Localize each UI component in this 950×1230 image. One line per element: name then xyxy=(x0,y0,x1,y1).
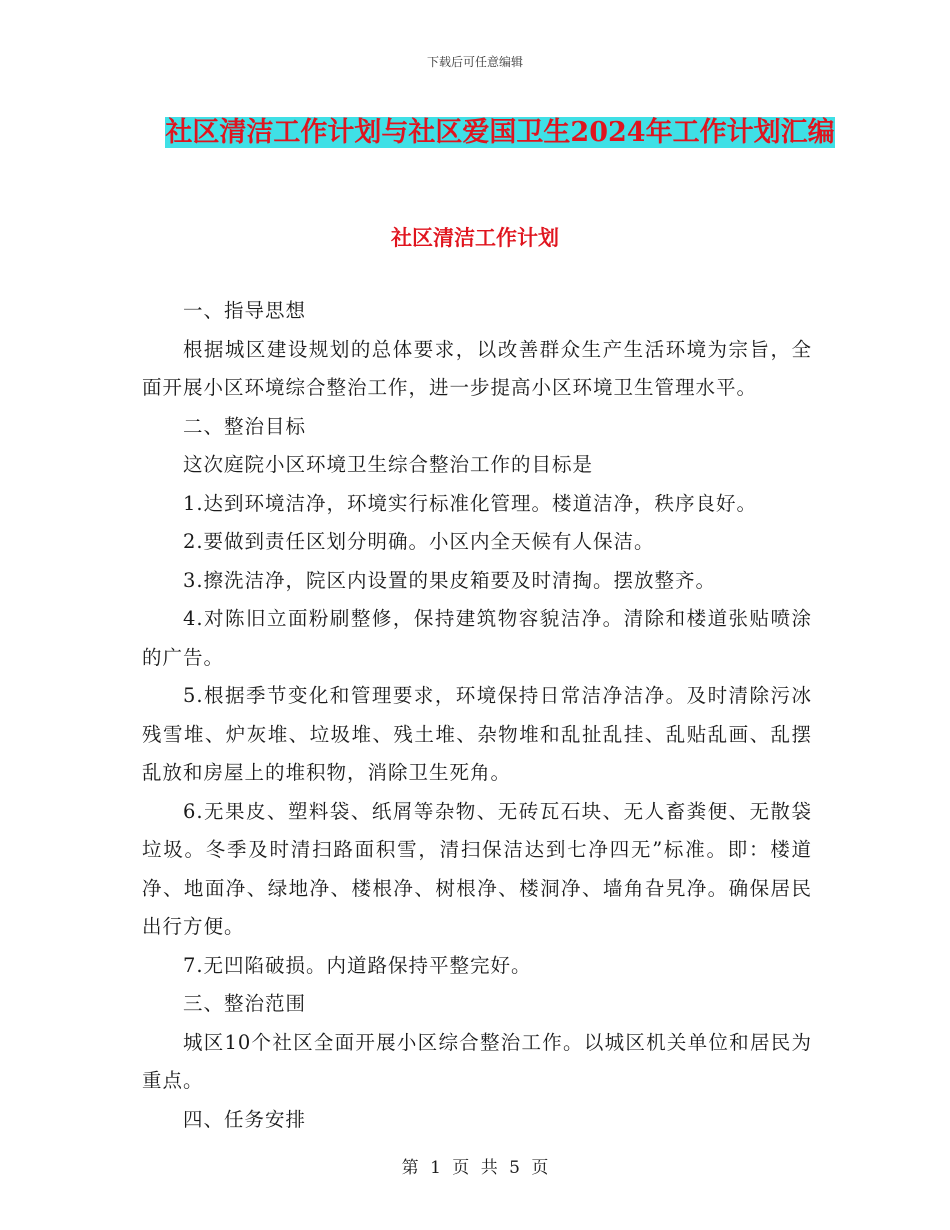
heading-guiding-ideology: 一、指导思想 xyxy=(182,299,306,322)
list-item: 6.无果皮、塑料袋、纸屑等杂物、无砖瓦石块、无人畜粪便、无散袋垃圾。冬季及时清扫路面积雪，清扫保洁达到七净四无”标准。即：楼道净、地面净、绿地净、楼根净、树根净、楼洞净、墙角旮旯净。确保居民出行方便。 xyxy=(142,799,812,938)
list-item: 5.根据季节变化和管理要求，环境保持日常洁净洁净。及时清除污冰残雪堆、炉灰堆、垃圾堆、残土堆、杂物堆和乱扯乱挂、乱贴乱画、乱摆乱放和房屋上的堆积物，消除卫生死角。 xyxy=(142,684,812,784)
page-number: 第 1 页 共 5 页 xyxy=(401,1158,549,1178)
document-title xyxy=(140,110,860,155)
section-title: 社区清洁工作计划 xyxy=(391,225,559,250)
list-item: 2.要做到责任区划分明确。小区内全天候有人保洁。 xyxy=(182,530,655,553)
document-title-text: 社区清洁工作计划与社区爱国卫生2024年工作计划汇编 xyxy=(165,117,835,148)
list-item: 7.无凹陷破损。内道路保持平整完好。 xyxy=(182,953,532,977)
heading-goals: 二、整治目标 xyxy=(182,414,306,438)
heading-scope: 三、整治范围 xyxy=(182,992,306,1015)
list-item: 1.达到环境洁净，环境实行标准化管理。楼道洁净，秩序良好。 xyxy=(182,491,758,515)
list-item: 4.对陈旧立面粉刷整修，保持建筑物容貌洁净。清除和楼道张贴喷涂的广告。 xyxy=(142,607,812,669)
list-item: 3.擦洗洁净，院区内设置的果皮箱要及时清掏。摆放整齐。 xyxy=(182,568,717,592)
paragraph: 根据城区建设规划的总体要求，以改善群众生产生活环境为宗旨，全面开展小区环境综合整治工作，进一步提高小区环境卫生管理水平。 xyxy=(142,337,812,399)
header-note: 下载后可任意编辑 xyxy=(426,55,523,69)
document-body xyxy=(142,292,812,1139)
paragraph: 城区10个社区全面开展小区综合整治工作。以城区机关单位和居民为重点。 xyxy=(142,1030,812,1092)
heading-tasks: 四、任务安排 xyxy=(182,1107,306,1131)
paragraph: 这次庭院小区环境卫生综合整治工作的目标是 xyxy=(182,453,593,476)
